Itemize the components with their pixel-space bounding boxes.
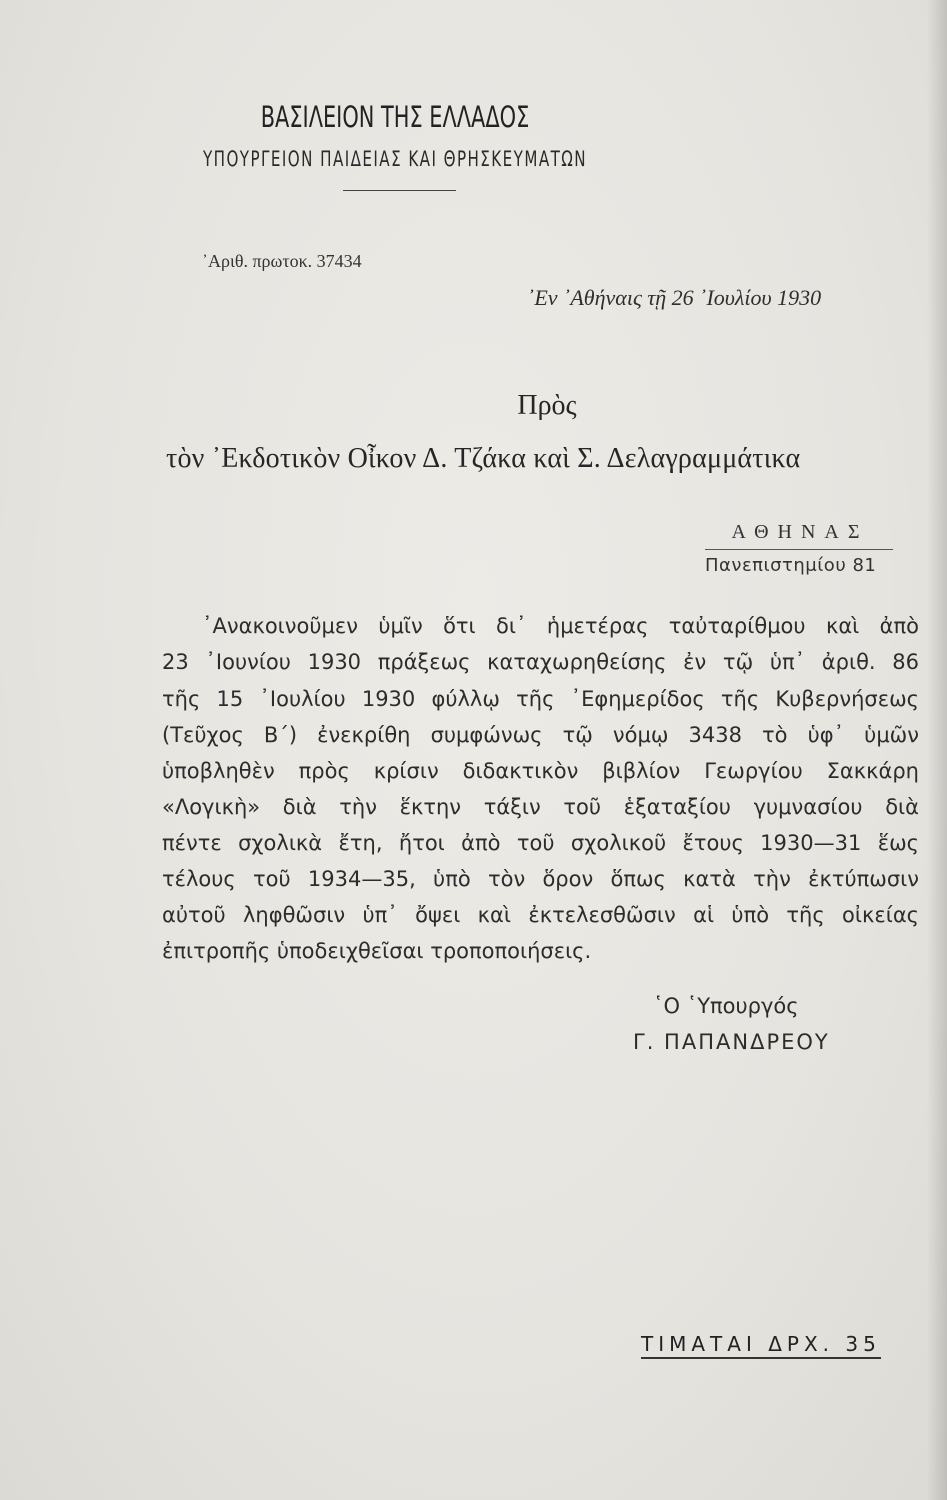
kingdom-heading: ΒΑΣΙΛΕΙΟΝ ΤΗΣ ΕΛΛΑΔΟΣ	[260, 100, 530, 134]
body-line: «Λογικὴ» διὰ τὴν ἕκτην τάξιν τοῦ ἑξαταξίου γυμνασίου διὰ	[162, 795, 919, 819]
ministry-heading: ΥΠΟΥΡΓΕΙΟΝ ΠΑΙΔΕΙΑΣ ΚΑΙ ΘΡΗΣΚΕΥΜΑΤΩΝ	[202, 147, 588, 171]
body-line: τῆς 15 ᾿Ιουλίου 1930 φύλλῳ τῆς ᾿Εφημερίδος τῆς Κυβερνήσεως	[162, 687, 919, 711]
body-line: ᾿Ανακοινοῦμεν ὑμῖν ὅτι δι᾿ ἡμετέρας ταὐταρίθμου καὶ ἀπὸ	[202, 614, 919, 638]
body-line: πέντε σχολικὰ ἔτη, ἤτοι ἀπὸ τοῦ σχολικοῦ ἔτους 1930—31 ἕως	[162, 831, 919, 855]
body-line: ἐπιτροπῆς ὑποδειχθεῖσαι τροποποιήσεις.	[162, 939, 592, 963]
address-street: Πανεπιστημίου 81	[705, 555, 877, 576]
protocol-number: ᾿Αριθ. πρωτοκ. 37434	[202, 251, 362, 271]
signature-title: ῾Ο ῾Υπουργός	[653, 994, 799, 1018]
address-divider	[705, 549, 893, 550]
salutation: Πρὸς	[517, 390, 577, 421]
place-date: ᾿Εν ᾿Αθήναις τῇ 26 ᾿Ιουλίου 1930	[527, 285, 822, 310]
body-line: (Τεῦχος Β΄) ἐνεκρίθη συμφώνως τῷ νόμῳ 3438 τὸ ὑφ᾿ ὑμῶν	[162, 723, 919, 747]
signature-name: Γ. ΠΑΠΑΝΔΡΕΟΥ	[633, 1030, 830, 1054]
header-divider	[343, 190, 456, 191]
body-line: 23 ᾿Ιουνίου 1930 πράξεως καταχωρηθείσης ἐν τῷ ὑπ᾿ ἀριθ. 86	[162, 650, 919, 674]
body-line: ὑποβληθὲν πρὸς κρίσιν διδακτικὸν βιβλίον Γεωργίου Σακκάρη	[162, 759, 919, 783]
price-label: ΤΙΜΑΤΑΙ ΔΡΧ. 35	[641, 1331, 881, 1359]
recipient: τὸν ᾿Εκδοτικὸν Οἶκον Δ. Τζάκα καὶ Σ. Δελαγραμμάτικα	[166, 443, 801, 474]
address-city: ΑΘΗΝΑΣ	[731, 521, 869, 543]
body-line: αὐτοῦ ληφθῶσιν ὑπ᾿ ὄψει καὶ ἐκτελεσθῶσιν αἱ ὑπὸ τῆς οἰκείας	[162, 903, 919, 927]
body-line: τέλους τοῦ 1934—35, ὑπὸ τὸν ὅρον ὅπως κατὰ τὴν ἐκτύπωσιν	[162, 867, 919, 891]
page-edge-shadow	[927, 0, 947, 1500]
